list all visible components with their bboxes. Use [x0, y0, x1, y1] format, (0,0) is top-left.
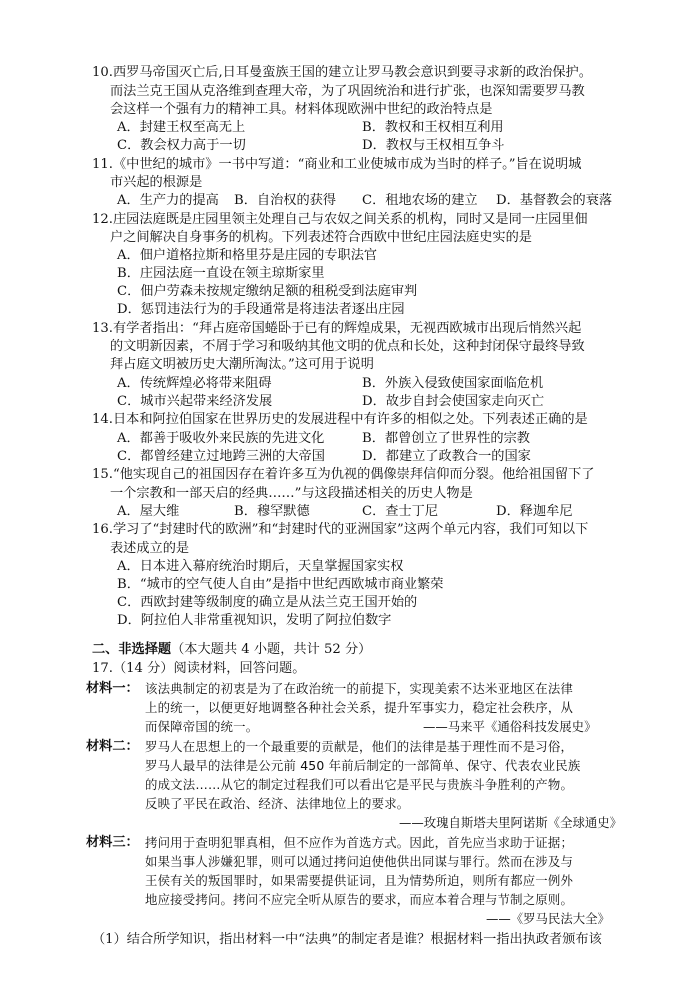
q16-option-a: A．日本进入幕府统治时期后，天皇掌握国家实权: [117, 559, 404, 574]
q10-option-a: A．封建王权至高无上: [117, 120, 246, 135]
q11-stem-line2: 市兴起的根源是: [110, 175, 203, 190]
material-2-line4: 反映了平民在政治、经济、法律地位上的要求。: [145, 796, 410, 811]
q15-stem-line2: 一个宗教和一部天启的经典……”与这段描述相关的历史人物是: [110, 486, 473, 501]
section-subtitle: （本大题共 4 小题，共计 52 分）: [171, 642, 372, 657]
material-1-line1: 该法典制定的初衷是为了在政治统一的前提下，实现美索不达米亚地区在法律: [145, 681, 574, 696]
q13-stem-line2: 的文明新因素，不屑于学习和吸纳其他文明的优点和长处，这种封闭保守最终导致: [110, 339, 585, 354]
material-2-label-text: 材料二：: [86, 739, 139, 754]
material-3-label-text: 材料三：: [86, 835, 139, 850]
q11-option-b: B．自治权的获得: [234, 193, 337, 208]
q11-stem-line1: 11.《中世纪的城市》一书中写道：“商业和工业使城市成为当时的样子。”旨在说明城: [92, 157, 582, 172]
material-3-source: ——《罗马民法大全》: [486, 911, 610, 926]
q13-option-d: D．故步自封会使国家走向灭亡: [362, 394, 545, 409]
material-3-line2: 如果当事人涉嫌犯罪，则可以通过拷问迫使他供出同谋与罪行。然而在涉及与: [145, 854, 574, 869]
section-heading: [92, 640, 371, 659]
material-3-label: [86, 833, 139, 852]
q11-option-d: D．基督教会的衰落: [496, 193, 613, 208]
material-1-source: ——马来平《通俗科技发展史》: [423, 719, 597, 734]
material-3-line4: 地应接受拷问。拷问不应完全听从原告的要求，而应本着合理与节制之原则。: [145, 892, 574, 907]
material-3-line1: 拷问用于查明犯罪真相，但不应作为首选方式。因此，首先应当求助于证据；: [145, 835, 574, 850]
q14-option-a: A．都善于吸收外来民族的先进文化: [117, 431, 325, 446]
q14-option-d: D．都建立了政教合一的国家: [362, 449, 531, 464]
material-2-line2: 罗马人最早的法律是公元前 450 年前后制定的一部简单、保守、代表农业民族: [145, 758, 581, 773]
q13-option-a: A．传统辉煌必将带来阻碍: [117, 376, 272, 391]
material-2-source: ——玫瑰自斯塔夫里阿诺斯《全球通史》: [399, 815, 623, 830]
q13-stem-line3: 拜占庭文明被历史大潮所淘汰。”这可用于说明: [110, 357, 374, 372]
q12-option-b: B．庄园法庭一直设在领主琼斯家里: [117, 266, 325, 281]
q15-stem-line1: 15.“他实现自己的祖国因存在着许多互为仇视的偶像崇拜信仰而分裂。他给祖国留下了: [92, 467, 595, 482]
material-1-line3: 而保障帝国的统一。: [145, 719, 259, 734]
material-2-line1: 罗马人在思想上的一个最重要的贡献是，他们的法律是基于理性而不是习俗，: [145, 739, 574, 754]
material-1-label: [86, 679, 139, 698]
material-2-label: [86, 737, 139, 756]
material-1-label-text: 材料一：: [86, 681, 139, 696]
q14-stem-line1: 14.日本和阿拉伯国家在世界历史的发展进程中有许多的相似之处。下列表述正确的是: [92, 412, 588, 427]
q13-stem-line1: 13.有学者指出：“拜占庭帝国蜷卧于已有的辉煌成果，无视西欧城市出现后悄然兴起: [92, 321, 582, 336]
q14-option-b: B．都曾创立了世界性的宗教: [362, 431, 530, 446]
q13-option-b: B．外族入侵致使国家面临危机: [362, 376, 544, 391]
material-3-line3: 王侯有关的叛国罪时，如果需要提供证词，且为情势所迫，则所有都应一例外: [145, 873, 574, 888]
q12-option-a: A．佃户道格拉斯和格里芬是庄园的专职法官: [117, 248, 378, 263]
q10-stem-line1: 10.西罗马帝国灭亡后,日耳曼蛮族王国的建立让罗马教会意识到要寻求新的政治保护。: [92, 65, 592, 80]
q11-option-c: C．租地农场的建立: [362, 193, 478, 208]
q16-option-c: C．西欧封建等级制度的确立是从法兰克王国开始的: [117, 595, 418, 610]
q16-option-b: B．“城市的空气使人自由”是指中世纪西欧城市商业繁荣: [117, 577, 444, 592]
q12-option-c: C．佃户劳森未按规定缴纳足额的租税受到法庭审判: [117, 284, 418, 299]
material-2-line3: 的成文法……从它的制定过程我们可以看出它是平民与贵族斗争胜利的产物。: [145, 777, 574, 792]
q10-stem-line2: 而法兰克王国从克洛维到查理大帝，为了巩固统治和进行扩张，也深知需要罗马教: [110, 84, 585, 99]
q11-option-a: A．生产力的提高: [117, 193, 219, 208]
q15-option-c: C．查士丁尼: [362, 504, 439, 519]
q17-heading: 17.（14 分）阅读材料，回答问题。: [92, 661, 306, 676]
q12-stem-line2: 户之间解决自身事务的机构。下列表述符合西欧中世纪庄园法庭史实的是: [110, 230, 532, 245]
q10-option-c: C．教会权力高于一切: [117, 138, 246, 153]
q15-option-a: A．屋大维: [117, 504, 180, 519]
q16-stem-line1: 16.学习了“封建时代的欧洲”和“封建时代的亚洲国家”这两个单元内容，我们可知以下: [92, 522, 589, 537]
q10-option-b: B．教权和王权相互利用: [362, 120, 504, 135]
q12-option-d: D．惩罚违法行为的手段通常是将违法者逐出庄园: [117, 302, 405, 317]
q12-stem-line1: 12.庄园法庭既是庄园里领主处理自己与农奴之间关系的机构，同时又是同一庄园里佃: [92, 212, 588, 227]
q14-option-c: C．都曾经建立过地跨三洲的大帝国: [117, 449, 325, 464]
q15-option-d: D．释迦牟尼: [496, 504, 573, 519]
q10-stem-line3: 会这样一个强有力的精神工具。材料体现欧洲中世纪的政治特点是: [110, 102, 493, 117]
section-title: 二、非选择题: [92, 642, 172, 657]
material-1-line2: 上的统一，以便更好地调整各种社会关系，提升军事实力，稳定社会秩序，从: [145, 700, 574, 715]
q16-stem-line2: 表述成立的是: [110, 541, 190, 556]
q16-option-d: D．阿拉伯人非常重视知识，发明了阿拉伯数字: [117, 613, 392, 628]
q17-subquestion-1: （1）结合所学知识，指出材料一中“法典”的制定者是谁？根据材料一指出执政者颁布该: [92, 932, 602, 947]
q10-option-d: D．教权与王权相互争斗: [362, 138, 505, 153]
q13-option-c: C．城市兴起带来经济发展: [117, 394, 273, 409]
q15-option-b: B．穆罕默德: [234, 504, 310, 519]
